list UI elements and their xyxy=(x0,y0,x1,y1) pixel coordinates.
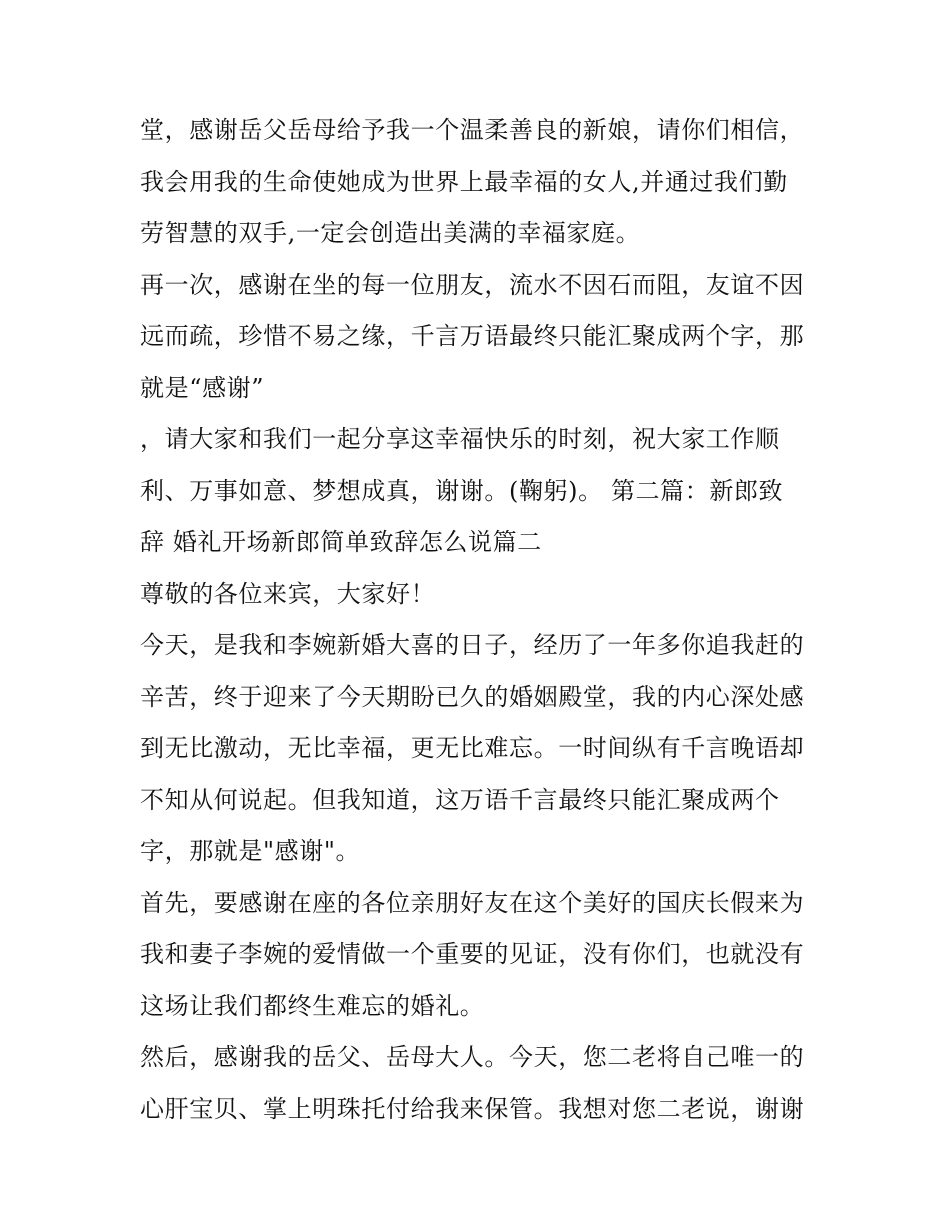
text-line: 就是“感谢” xyxy=(140,373,265,402)
text-line: 我会用我的生命使她成为世界上最幸福的女人,并通过我们勤 xyxy=(140,167,788,196)
text-line: 远而疏，珍惜不易之缘，千言万语最终只能汇聚成两个字，那 xyxy=(140,322,805,350)
text-line: 堂，感谢岳父岳母给予我一个温柔善良的新娘，请你们相信， xyxy=(140,116,805,144)
document-body xyxy=(140,108,820,1138)
text-line: 到无比激动，无比幸福，更无比难忘。一时间纵有千言晚语却 xyxy=(140,734,805,762)
text-line: 我和妻子李婉的爱情做一个重要的见证，没有你们，也就没有 xyxy=(140,940,805,968)
text-line: 今天，是我和李婉新婚大喜的日子，经历了一年多你追我赶的 xyxy=(140,631,805,659)
text-line: 心肝宝贝、掌上明珠托付给我来保管。我想对您二老说，谢谢 xyxy=(140,1094,805,1123)
text-line: 这场让我们都终生难忘的婚礼。 xyxy=(140,991,485,1020)
text-line: 然后，感谢我的岳父、岳母大人。今天，您二老将自己唯一的 xyxy=(140,1043,805,1071)
text-line: 劳智慧的双手,一定会创造出美满的幸福家庭。 xyxy=(140,219,641,247)
text-line: 再一次，感谢在坐的每一位朋友，流水不因石而阻，友谊不因 xyxy=(140,270,805,299)
text-line: 尊敬的各位来宾，大家好！ xyxy=(140,579,436,608)
text-line: ，请大家和我们一起分享这幸福快乐的时刻，祝大家工作顺 xyxy=(140,425,780,453)
text-line: 利、万事如意、梦想成真，谢谢。(鞠躬)。 第二篇：新郎致 xyxy=(140,476,784,505)
text-line: 首先，要感谢在座的各位亲朋好友在这个美好的国庆长假来为 xyxy=(140,888,805,917)
text-line: 不知从何说起。但我知道，这万语千言最终只能汇聚成两个 xyxy=(140,785,780,814)
text-line: 字，那就是"感谢"。 xyxy=(140,837,361,865)
text-line: 辛苦，终于迎来了今天期盼已久的婚姻殿堂，我的内心深处感 xyxy=(140,682,805,711)
text-line: 辞 婚礼开场新郎简单致辞怎么说篇二 xyxy=(140,528,542,556)
